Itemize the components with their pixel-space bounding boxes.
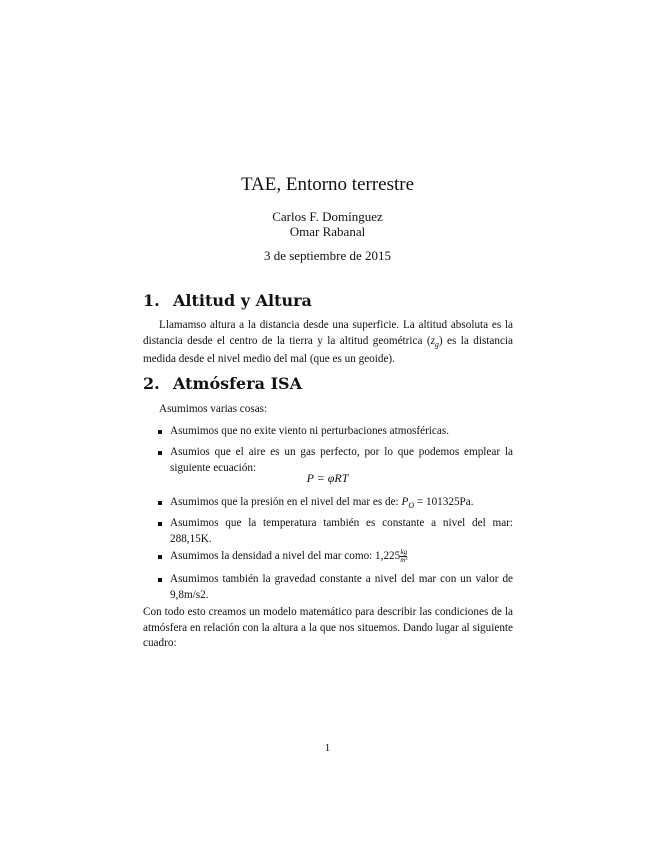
list-item-text — [170, 495, 513, 514]
list-item-text-part: Asumimos que la presión en el nivel del mar es de: — [170, 496, 402, 508]
document-date: 3 de septiembre de 2015 — [263, 248, 392, 263]
section-1-paragraph — [143, 318, 513, 368]
paragraph-text: ) es la distancia medida desde el nivel medio del mal (que es un geoide). — [143, 334, 513, 366]
fraction-denominator: m³ — [400, 556, 408, 564]
section-title: Altitud y Altura — [173, 291, 312, 310]
bullet-icon — [158, 451, 162, 455]
author-1: Carlos F. Domínguez — [272, 209, 383, 224]
list-item-text: Asumimos que la temperatura también es constante a nivel del mar: 288,15K. — [170, 517, 513, 545]
list-item — [158, 549, 513, 565]
list-item-text — [170, 549, 513, 565]
section-title: Atmósfera ISA — [173, 374, 303, 393]
section-number: 2. — [143, 374, 160, 393]
document-title: TAE, Entorno terrestre — [240, 174, 415, 195]
list-item — [158, 495, 513, 514]
bullet-icon — [158, 430, 162, 434]
list-item-text-part: Asumimos la densidad a nivel del mar como: 1,225 — [170, 550, 401, 563]
list-item-text: Asumios que el aire es un gas perfecto, por lo que podemos emplear la siguiente ecuación: — [170, 446, 513, 474]
list-item-text: Asumimos también la gravedad constante a nivel del mar con un valor de 9,8m/s2. — [170, 573, 513, 601]
equation: P = φRT — [306, 471, 349, 485]
math-var: z — [430, 334, 435, 347]
bullet-icon — [158, 522, 162, 526]
bullet-icon — [158, 578, 162, 582]
list-item — [158, 424, 513, 440]
fraction — [400, 549, 407, 564]
section-2-intro: Asumimos varias cosas: — [159, 403, 268, 415]
fraction-numerator: kg — [400, 548, 408, 556]
closing-paragraph: Con todo esto creamos un modelo matemático para describir las condiciones de la atmósfera en relación con la altura a la que nos situemos. Dando lugar al siguiente cuadro: — [143, 606, 513, 649]
list-item-text-part: = 101325Pa. — [414, 496, 474, 508]
math-var: P — [401, 496, 409, 508]
list-item-text: Asumimos que no exite viento ni perturbaciones atmosféricas. — [170, 425, 449, 437]
page-number: 1 — [324, 742, 331, 754]
math-subscript: O — [408, 501, 415, 511]
section-heading-2 — [143, 374, 302, 393]
paragraph-text: Llamamso altura a la distancia desde una superficie. La altitud absoluta es la distancia desde el centro de la tierra y la altitud geométrica ( — [143, 319, 513, 347]
bullet-icon — [158, 555, 162, 559]
math-subscript: g — [434, 339, 439, 349]
bullet-icon — [158, 501, 162, 505]
list-item — [158, 516, 513, 547]
author-2: Omar Rabanal — [289, 224, 366, 239]
section-heading-1 — [143, 291, 312, 310]
list-item — [158, 572, 513, 603]
section-number: 1. — [143, 291, 160, 310]
